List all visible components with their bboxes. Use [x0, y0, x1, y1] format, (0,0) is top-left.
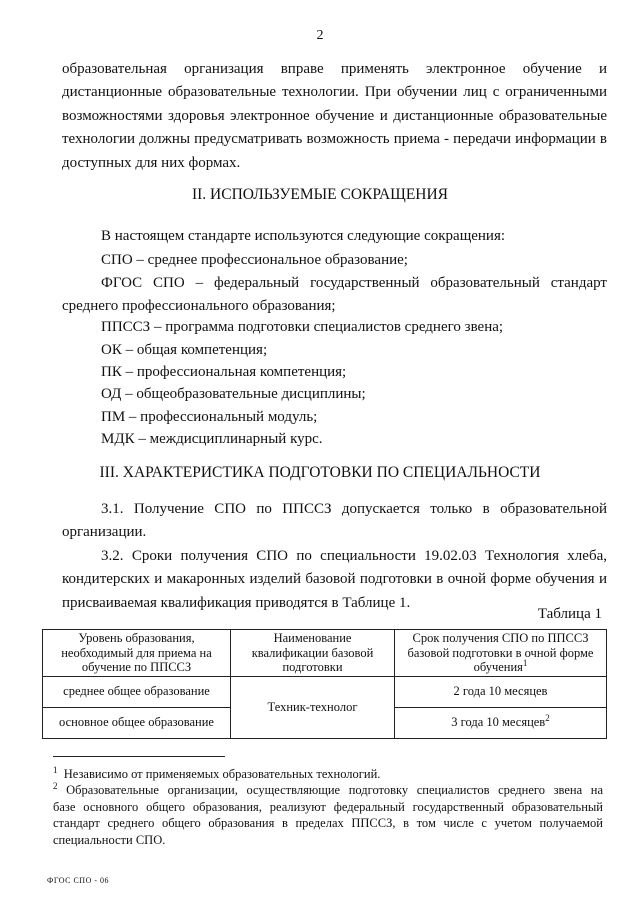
table-cell-duration: [395, 676, 607, 707]
table-cell-qualification: Техник-технолог: [231, 676, 395, 738]
footnote-1: [53, 766, 603, 783]
footnote-divider: [53, 756, 225, 757]
intro-line: дистанционные образовательные технологии. При обучении лиц с ограниченными: [62, 84, 607, 101]
footnote-ref: 1: [522, 657, 528, 668]
duration-text: 3 года 10 месяцев: [451, 715, 546, 730]
abbreviation-item: ОД – общеобразовательные дисциплины;: [101, 386, 366, 402]
section-2-title: II. ИСПОЛЬЗУЕМЫЕ СОКРАЩЕНИЯ: [191, 186, 449, 203]
table-cell-level: основное общее образование: [43, 707, 231, 738]
intro-line: доступных для них формах.: [62, 154, 241, 171]
page-footer: ФГОС СПО - 06: [47, 876, 110, 885]
duration-text: 2 года 10 месяцев: [453, 684, 548, 699]
abbreviations-intro: В настоящем стандарте используются следующие сокращения:: [101, 228, 506, 244]
abbreviation-fgos-line: среднего профессионального образования;: [62, 298, 336, 315]
intro-paragraph: [62, 58, 607, 175]
paragraph-line: присваиваемая квалификация приводятся в Таблице 1.: [62, 594, 411, 611]
abbreviation-item: ОК – общая компетенция;: [101, 342, 268, 358]
footnote-mark: 2: [53, 780, 58, 791]
table-header-cell: Уровень образования, необходимый для приема на обучение по ППССЗ: [43, 630, 231, 677]
footnote-line: [53, 782, 603, 799]
intro-line: образовательная организация вправе применять электронное обучение и: [62, 61, 607, 77]
footnote-mark: 1: [53, 764, 58, 775]
paragraph-3-2: [62, 545, 607, 615]
paragraph-line: 3.1. Получение СПО по ППССЗ допускается только в образовательной: [101, 501, 607, 517]
table-header-cell: Наименование квалификации базовой подготовки: [231, 630, 395, 677]
paragraph-line: организации.: [62, 524, 147, 541]
duration-table: [42, 629, 607, 739]
abbreviation-item: ПК – профессиональная компетенция;: [101, 364, 347, 380]
abbreviation-spo: СПО – среднее профессиональное образование;: [101, 252, 408, 268]
abbreviation-fgos-line: ФГОС СПО – федеральный государственный образовательный стандарт: [101, 275, 607, 291]
paragraph-3-1: [62, 498, 607, 545]
footnote-2: [53, 782, 603, 848]
table-row: [43, 676, 607, 707]
footnote-text: Образовательные организации, осуществляющие подготовку специалистов среднего звена на: [66, 783, 603, 797]
abbreviation-item: ППССЗ – программа подготовки специалистов среднего звена;: [101, 319, 504, 335]
section-3-title: III. ХАРАКТЕРИСТИКА ПОДГОТОВКИ ПО СПЕЦИАЛЬНОСТИ: [99, 464, 541, 481]
intro-line: технологии должны предусматривать возможность приема - передачи информации в: [62, 131, 607, 148]
table-caption: Таблица 1: [537, 606, 602, 622]
paragraph-line: кондитерских и макаронных изделий базовой подготовки в очной форме обучения и: [62, 571, 607, 588]
table-cell-duration: [395, 707, 607, 738]
table-cell-level: среднее общее образование: [43, 676, 231, 707]
footnote-line: базе основного общего образования, реализуют федеральный государственный образовательный: [53, 799, 603, 814]
paragraph-line: 3.2. Сроки получения СПО по специальности 19.02.03 Технология хлеба,: [101, 548, 607, 564]
abbreviation-item: ПМ – профессиональный модуль;: [101, 409, 318, 425]
table-header-cell: [395, 630, 607, 677]
footnote-line: специальности СПО.: [53, 832, 166, 847]
footnote-ref: 2: [545, 713, 550, 724]
abbreviation-fgos: [62, 272, 607, 319]
footnote-line: стандарт среднего общего образования в пределах ППССЗ, в том числе с учетом получаемой: [53, 816, 603, 830]
abbreviation-item: МДК – междисциплинарный курс.: [101, 431, 323, 447]
footnote-text: Независимо от применяемых образовательных технологий.: [63, 767, 381, 781]
table-header-row: [43, 630, 607, 677]
intro-line: возможностями здоровья электронное обучение и дистанционные образовательные: [62, 107, 607, 124]
page-number: 2: [316, 28, 324, 43]
table-header-text: Срок получения СПО по ППССЗ базовой подготовки в очной форме обучения: [407, 631, 594, 674]
